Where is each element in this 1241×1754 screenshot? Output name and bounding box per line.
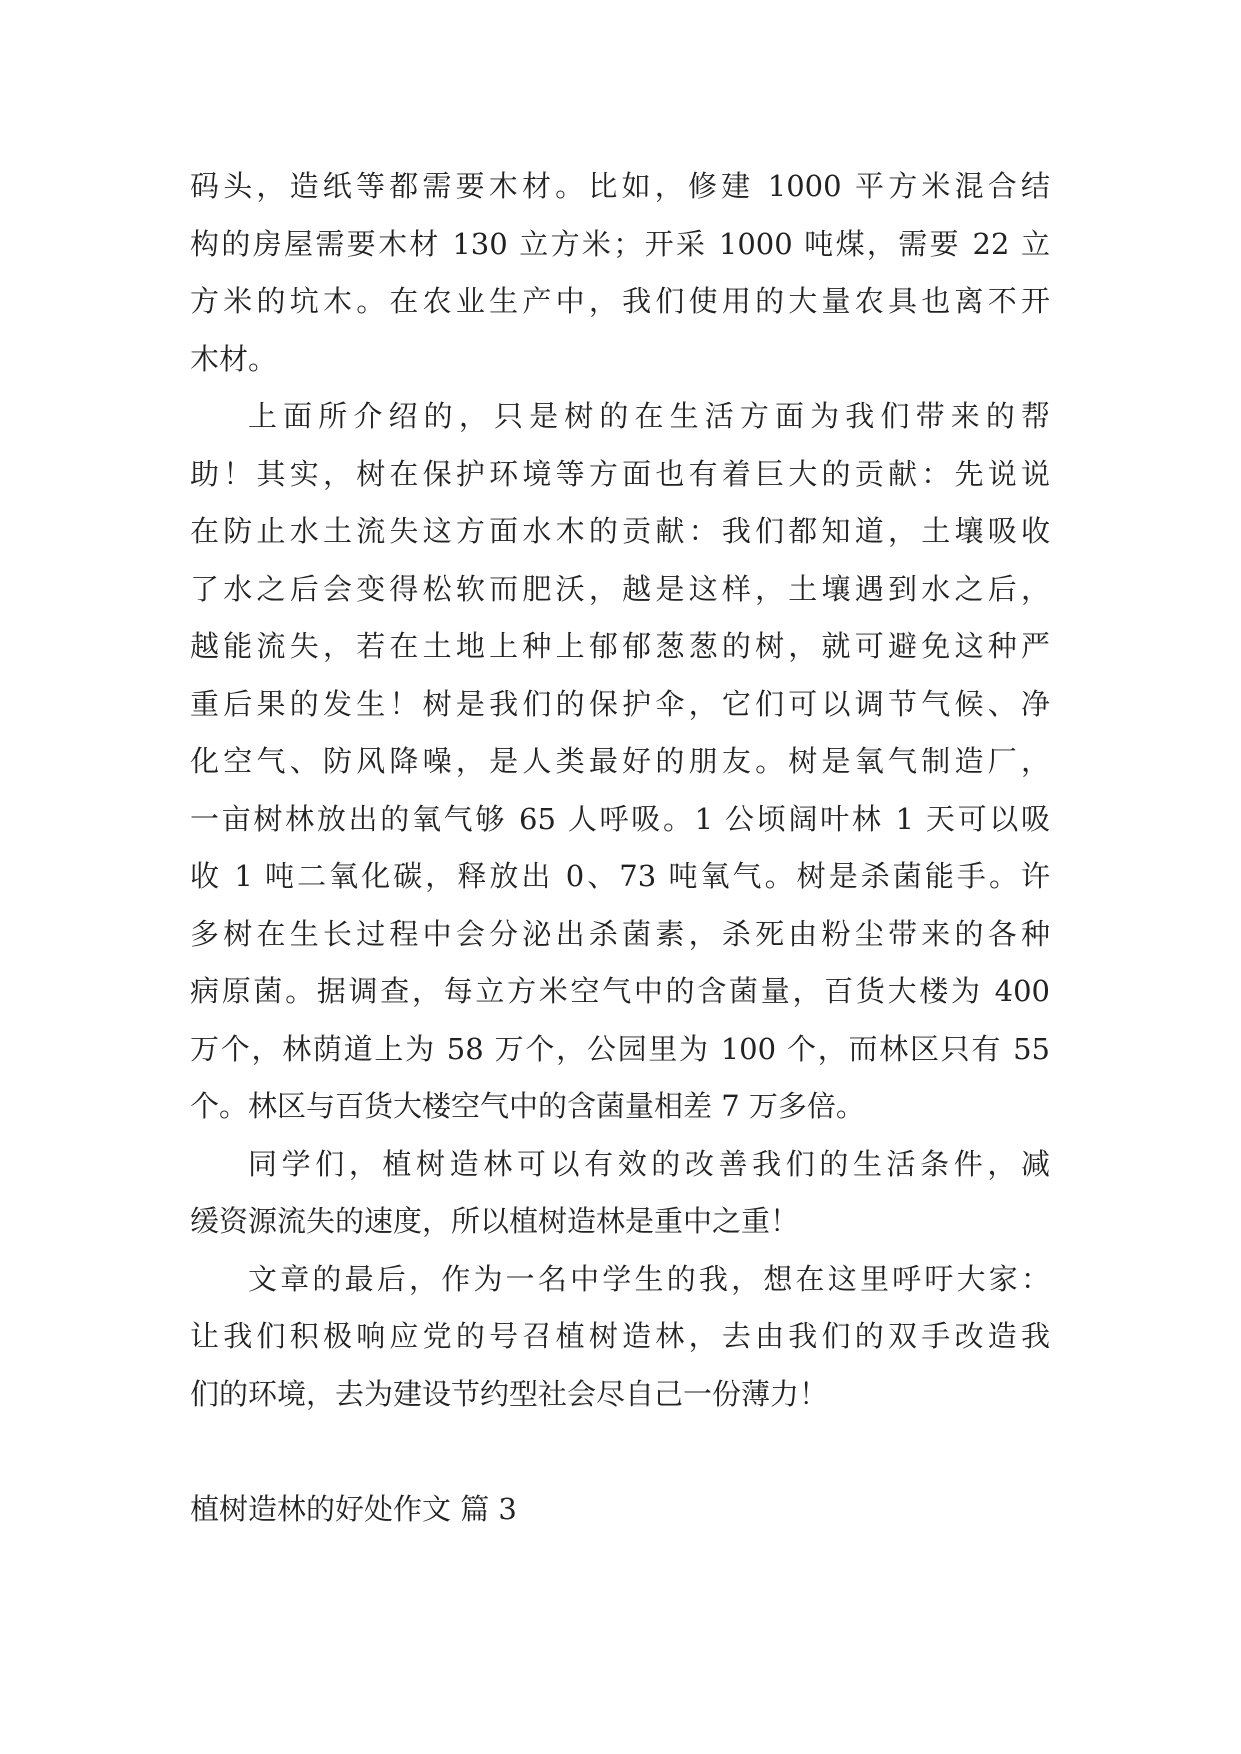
text-line-19: 缓资源流失的速度，所以植树造林是重中之重！ <box>190 1204 800 1238</box>
text-line-2: 构的房屋需要木材 130 立方米；开采 1000 吨煤，需要 22 立 <box>190 227 1050 261</box>
text-line-18: 同学们，植树造林可以有效的改善我们的生活条件，减 <box>248 1147 1050 1181</box>
text-line-22: 们的环境，去为建设节约型社会尽自己一份薄力！ <box>190 1377 829 1411</box>
text-line-12: 一亩树林放出的氧气够 65 人呼吸。1 公顷阔叶林 1 天可以吸 <box>190 802 1050 836</box>
text-line-11: 化空气、防风降噪，是人类最好的朋友。树是氧气制造厂， <box>190 744 1050 778</box>
text-line-8: 了水之后会变得松软而肥沃，越是这样，土壤遇到水之后， <box>190 572 1050 606</box>
text-line-10: 重后果的发生！树是我们的保护伞，它们可以调节气候、净 <box>190 687 1050 721</box>
text-line-21: 让我们积极响应党的号召植树造林，去由我们的双手改造我 <box>190 1319 1050 1353</box>
text-line-5: 上面所介绍的，只是树的在生活方面为我们带来的帮 <box>248 399 1050 433</box>
text-line-7: 在防止水土流失这方面水木的贡献：我们都知道，土壤吸收 <box>190 514 1050 548</box>
text-line-6: 助！其实，树在保护环境等方面也有着巨大的贡献：先说说 <box>190 457 1050 491</box>
text-line-9: 越能流失，若在土地上种上郁郁葱葱的树，就可避免这种严 <box>190 629 1050 663</box>
text-line-1: 码头，造纸等都需要木材。比如，修建 1000 平方米混合结 <box>190 169 1050 203</box>
text-line-4: 木材。 <box>190 342 278 376</box>
section-heading: 植树造林的好处作文 篇 3 <box>190 1492 517 1526</box>
text-line-17: 个。林区与百货大楼空气中的含菌量相差 7 万多倍。 <box>190 1089 865 1123</box>
text-line-15: 病原菌。据调查，每立方米空气中的含菌量，百货大楼为 400 <box>190 974 1050 1008</box>
text-line-16: 万个，林荫道上为 58 万个，公园里为 100 个，而林区只有 55 <box>190 1032 1050 1066</box>
text-line-13: 收 1 吨二氧化碳，释放出 0、73 吨氧气。树是杀菌能手。许 <box>190 859 1050 893</box>
text-line-20: 文章的最后，作为一名中学生的我，想在这里呼吁大家： <box>248 1262 1050 1296</box>
text-line-14: 多树在生长过程中会分泌出杀菌素，杀死由粉尘带来的各种 <box>190 917 1050 951</box>
text-line-3: 方米的坑木。在农业生产中，我们使用的大量农具也离不开 <box>190 284 1050 318</box>
